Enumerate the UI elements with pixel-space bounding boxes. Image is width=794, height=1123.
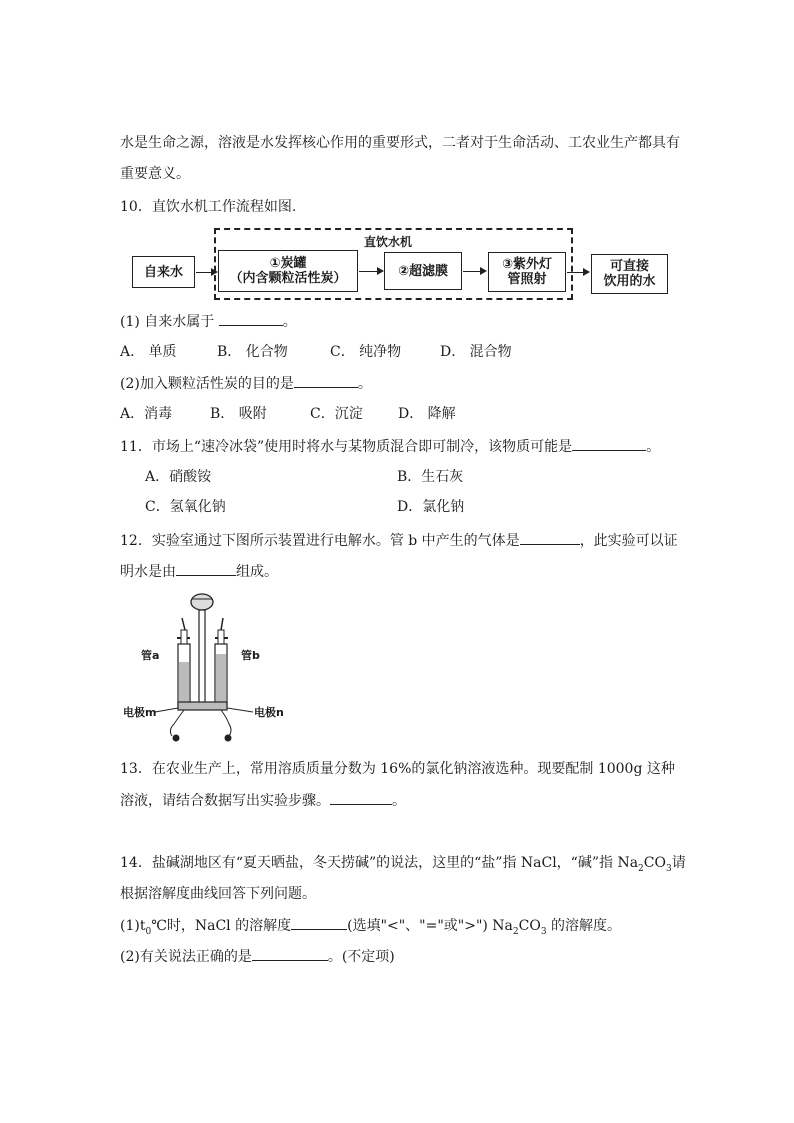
q10-sub2-option-a[interactable]: A．消毒 <box>120 406 173 422</box>
q12-line-1-text: 12．实验室通过下图所示装置进行电解水。管 b 中产生的气体是 <box>120 533 520 549</box>
flow-step-1-line-2: （内含颗粒活性炭） <box>229 271 347 286</box>
q11-option-b[interactable]: B．生石灰 <box>397 469 464 485</box>
q14-sub2-text: (2)有关说法正确的是 <box>120 949 252 965</box>
q10-sub2-option-d[interactable]: D． 降解 <box>398 406 456 422</box>
flow-step-3-line-2: 管照射 <box>507 272 547 287</box>
q10-sub1 <box>120 311 297 332</box>
flow-step-3-box <box>488 252 566 292</box>
flow-step-1-line-1: ①炭罐 <box>269 256 307 271</box>
q14-sub2-blank[interactable] <box>252 946 328 961</box>
q11-blank[interactable] <box>572 436 646 451</box>
flow-output-line-1: 可直接 <box>609 259 649 274</box>
q13-blank[interactable] <box>330 790 392 805</box>
q10-sub1-blank[interactable] <box>219 311 283 326</box>
label-tube-a: 管a <box>141 649 160 662</box>
q10-sub1-option-a[interactable]: A． 单质 <box>120 344 177 360</box>
q14-sub1-sub3: 3 <box>540 926 547 937</box>
q12-blank-2[interactable] <box>176 561 236 576</box>
flow-step-2-box: ②超滤膜 <box>384 252 462 290</box>
flow-group-label: 直饮水机 <box>364 235 413 249</box>
flow-arrow-1 <box>196 272 216 273</box>
q14-sub2 <box>120 946 395 967</box>
flow-arrow-4 <box>567 272 588 273</box>
flow-step-3-line-1: ③紫外灯 <box>501 257 552 272</box>
q14-sub1-b: ℃时，NaCl 的溶解度 <box>151 918 292 934</box>
q14-line-2: 根据溶解度曲线回答下列问题。 <box>120 886 316 902</box>
q13-line-2-text: 溶液，请结合数据写出实验步骤。 <box>120 793 330 809</box>
q10-sub1-end: 。 <box>282 314 297 330</box>
q12-line-2-tail: 组成。 <box>236 564 278 580</box>
q10-sub2 <box>120 373 372 394</box>
q10-sub2-option-c[interactable]: C．沉淀 <box>310 406 363 422</box>
q13-line-1: 13．在农业生产上，常用溶质质量分数为 16%的氯化钠溶液选种。现要配制 1000g 这种 <box>120 761 675 777</box>
q11-end: 。 <box>646 439 661 455</box>
q10-sub2-end: 。 <box>357 376 372 392</box>
q14-sub1-blank[interactable] <box>291 915 347 930</box>
q10-sub1-option-d[interactable]: D． 混合物 <box>440 344 512 360</box>
q14-line-1 <box>120 853 686 879</box>
label-tube-b: 管b <box>241 649 260 662</box>
flow-step-1-box <box>218 250 358 292</box>
q14-line-1-co: CO <box>643 855 666 871</box>
electrolysis-drawing <box>135 590 305 745</box>
flow-arrow-2 <box>359 271 382 272</box>
q14-line-1-sub2: 3 <box>665 863 672 874</box>
q14-sub1-a: (1)t <box>120 918 146 934</box>
q11-stem <box>120 436 660 457</box>
q13-end: 。 <box>392 793 406 809</box>
q14-sub1-sub2: 2 <box>512 926 519 937</box>
flow-output-line-2: 饮用的水 <box>603 274 656 289</box>
label-electrode-m: 电极m <box>123 706 157 719</box>
q14-line-1-sub: 2 <box>638 863 644 874</box>
q10-sub2-option-b[interactable]: B． 吸附 <box>210 406 267 422</box>
q11-option-d[interactable]: D．氯化钠 <box>397 499 465 515</box>
q10-sub1-option-c[interactable]: C． 纯净物 <box>330 344 402 360</box>
q13-line-2 <box>120 790 406 811</box>
label-electrode-n: 电极n <box>254 706 284 719</box>
q10-sub1-text: (1) 自来水属于 <box>120 314 219 330</box>
q12-line-1 <box>120 530 678 551</box>
q14-sub1-c: (选填"<"、"="或">") Na <box>347 918 513 934</box>
intro-line-1: 水是生命之源，溶液是水发挥核心作用的重要形式，二者对于生命活动、工农业生产都具有 <box>120 135 680 151</box>
flow-input-box: 自来水 <box>132 256 195 288</box>
q11-option-c[interactable]: C．氢氧化钠 <box>145 499 226 515</box>
q10-sub2-blank[interactable] <box>294 373 358 388</box>
intro-line-2: 重要意义。 <box>120 166 190 182</box>
q12-blank-1[interactable] <box>520 530 580 545</box>
q12-line-1-tail: ，此实验可以证 <box>579 533 678 549</box>
q14-sub1-e: 的溶解度。 <box>546 918 622 934</box>
q14-line-1-text: 14．盐碱湖地区有“夏天晒盐，冬天捞碱”的说法，这里的“盐”指 NaCl，“碱”指 Na <box>120 855 639 871</box>
q14-sub1-d: CO <box>518 918 541 934</box>
flow-output-box <box>591 254 668 294</box>
q10-sub1-option-b[interactable]: B． 化合物 <box>217 344 288 360</box>
q11-option-a[interactable]: A．硝酸铵 <box>145 469 212 485</box>
q12-line-2-text: 明水是由 <box>120 564 176 580</box>
q10-stem: 10．直饮水机工作流程如图. <box>120 199 297 215</box>
q12-line-2 <box>120 561 278 582</box>
flow-arrow-3 <box>463 271 485 272</box>
q11-stem-text: 11．市场上“速冷冰袋”使用时将水与某物质混合即可制冷，该物质可能是 <box>120 439 573 455</box>
q14-sub1 <box>120 915 621 942</box>
q14-line-1-tail: 请 <box>671 855 686 871</box>
q10-sub2-text: (2)加入颗粒活性炭的目的是 <box>120 376 294 392</box>
q14-sub2-end: 。(不定项) <box>327 949 395 965</box>
q14-sub1-sub: 0 <box>145 926 152 937</box>
